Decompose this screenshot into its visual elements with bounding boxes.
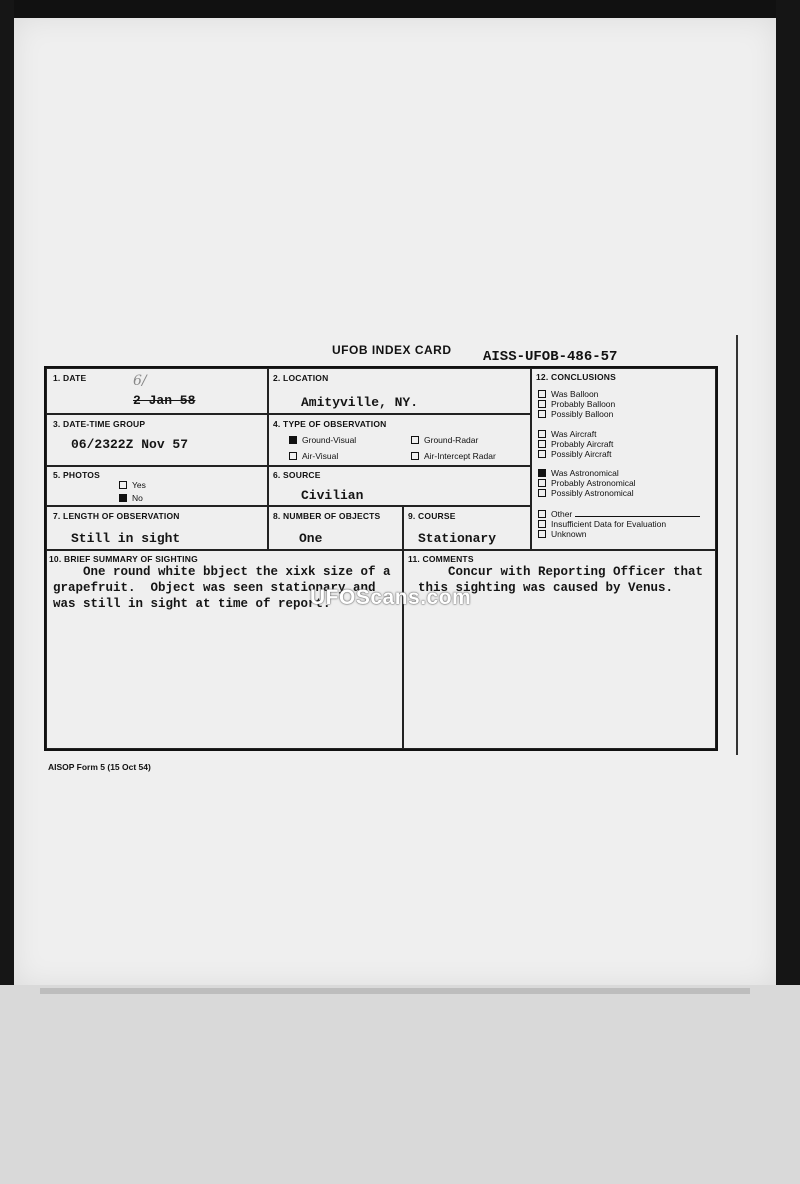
- option-insufficient-data[interactable]: Insufficient Data for Evaluation: [538, 519, 666, 529]
- brief-summary-line-1: One round white bbject the xixk size of a: [53, 565, 391, 579]
- checkbox-possibly-balloon[interactable]: [538, 410, 546, 418]
- checkbox-was-aircraft[interactable]: [538, 430, 546, 438]
- option-air-visual[interactable]: Air-Visual: [289, 451, 338, 461]
- option-ground-radar[interactable]: Ground-Radar: [411, 435, 478, 445]
- location-value: Amityville, NY.: [301, 395, 419, 410]
- card-id: AISS-UFOB-486-57: [483, 349, 618, 365]
- dtg-label: 3. DATE-TIME GROUP: [53, 419, 146, 429]
- checkbox-was-balloon[interactable]: [538, 390, 546, 398]
- date-pencil-mark: 6/: [133, 373, 147, 389]
- underlying-page: [0, 985, 800, 1184]
- date-value: 2 Jan 58: [133, 393, 196, 408]
- length-of-observation-cell: [46, 506, 268, 550]
- index-card: [44, 366, 718, 751]
- form-number: AISOP Form 5 (15 Oct 54): [48, 762, 151, 772]
- type-of-observation-cell: [268, 414, 531, 466]
- number-of-objects-label: 8. NUMBER OF OBJECTS: [273, 511, 381, 521]
- checkbox-air-intercept-radar[interactable]: [411, 452, 419, 460]
- date-cell: [46, 368, 268, 414]
- checkbox-photos-yes[interactable]: [119, 481, 127, 489]
- number-of-objects-cell: [268, 506, 403, 550]
- checkbox-possibly-astronomical[interactable]: [538, 489, 546, 497]
- checkbox-was-astronomical[interactable]: [538, 469, 546, 477]
- location-cell: [268, 368, 531, 414]
- length-of-observation-value: Still in sight: [71, 531, 181, 546]
- type-of-observation-label: 4. TYPE OF OBSERVATION: [273, 419, 387, 429]
- option-unknown[interactable]: Unknown: [538, 529, 586, 539]
- scan-left-edge: [0, 0, 14, 990]
- brief-summary-line-3: was still in sight at time of report.: [53, 597, 331, 611]
- comments-label: 11. COMMENTS: [408, 554, 474, 564]
- option-probably-aircraft[interactable]: Probably Aircraft: [538, 439, 613, 449]
- option-possibly-astronomical[interactable]: Possibly Astronomical: [538, 488, 634, 498]
- watermark: UFOScans.com: [310, 586, 472, 609]
- checkbox-probably-balloon[interactable]: [538, 400, 546, 408]
- number-of-objects-value: One: [299, 531, 323, 546]
- comments-line-2: this sighting was caused by Venus.: [418, 581, 674, 595]
- option-photos-no[interactable]: No: [119, 493, 143, 503]
- location-label: 2. LOCATION: [273, 373, 329, 383]
- option-air-intercept-radar[interactable]: Air-Intercept Radar: [411, 451, 496, 461]
- source-value: Civilian: [301, 488, 364, 503]
- card-title: UFOB INDEX CARD: [332, 343, 452, 357]
- checkbox-other[interactable]: [538, 510, 546, 518]
- checkbox-probably-aircraft[interactable]: [538, 440, 546, 448]
- checkbox-photos-no[interactable]: [119, 494, 127, 502]
- option-probably-astronomical[interactable]: Probably Astronomical: [538, 478, 636, 488]
- option-probably-balloon[interactable]: Probably Balloon: [538, 399, 615, 409]
- checkbox-ground-radar[interactable]: [411, 436, 419, 444]
- option-was-aircraft[interactable]: Was Aircraft: [538, 429, 597, 439]
- comments-line-1: Concur with Reporting Officer that: [418, 565, 704, 579]
- page-fold-line: [736, 335, 738, 755]
- checkbox-ground-visual[interactable]: [289, 436, 297, 444]
- dtg-cell: [46, 414, 268, 466]
- checkbox-possibly-aircraft[interactable]: [538, 450, 546, 458]
- conclusions-label: 12. CONCLUSIONS: [536, 372, 616, 382]
- option-possibly-aircraft[interactable]: Possibly Aircraft: [538, 449, 611, 459]
- source-label: 6. SOURCE: [273, 470, 321, 480]
- underlying-page-edge: [40, 988, 750, 994]
- course-label: 9. COURSE: [408, 511, 456, 521]
- length-of-observation-label: 7. LENGTH OF OBSERVATION: [53, 511, 180, 521]
- scan-top-edge: [0, 0, 800, 18]
- dtg-value: 06/2322Z Nov 57: [71, 437, 189, 452]
- option-other[interactable]: Other: [538, 509, 700, 519]
- photos-cell: [46, 466, 268, 506]
- scan-right-edge: [776, 0, 800, 990]
- source-cell: [268, 466, 531, 506]
- option-was-astronomical[interactable]: Was Astronomical: [538, 468, 619, 478]
- option-was-balloon[interactable]: Was Balloon: [538, 389, 598, 399]
- option-ground-visual[interactable]: Ground-Visual: [289, 435, 356, 445]
- photos-label: 5. PHOTOS: [53, 470, 100, 480]
- other-blank-line: [575, 516, 700, 517]
- option-possibly-balloon[interactable]: Possibly Balloon: [538, 409, 613, 419]
- course-cell: [403, 506, 531, 550]
- brief-summary-cell: [46, 550, 403, 749]
- conclusions-cell: [531, 368, 716, 550]
- brief-summary-line-2: grapefruit. Object was seen stationary and: [53, 581, 376, 595]
- checkbox-air-visual[interactable]: [289, 452, 297, 460]
- comments-cell: [403, 550, 716, 749]
- course-value: Stationary: [418, 531, 497, 546]
- checkbox-insufficient-data[interactable]: [538, 520, 546, 528]
- brief-summary-label: 10. BRIEF SUMMARY OF SIGHTING: [49, 554, 198, 564]
- date-label: 1. DATE: [53, 373, 87, 383]
- checkbox-probably-astronomical[interactable]: [538, 479, 546, 487]
- checkbox-unknown[interactable]: [538, 530, 546, 538]
- option-photos-yes[interactable]: Yes: [119, 480, 146, 490]
